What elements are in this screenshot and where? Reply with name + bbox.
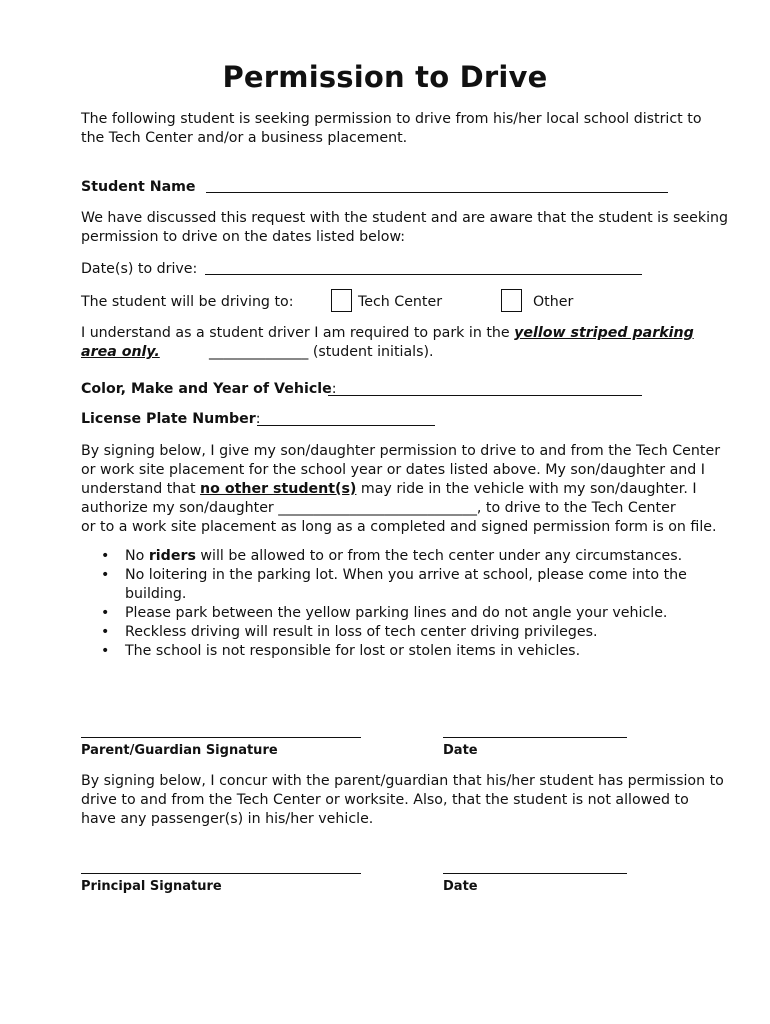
discussed-line-1: We have discussed this request with the student and are aware that the student is seeking: [81, 210, 729, 226]
parent-signature-label: Parent/Guardian Signature: [81, 743, 278, 758]
vehicle-field[interactable]: [328, 395, 642, 396]
parking-line-1: [81, 324, 694, 343]
other-option-label: Other: [533, 294, 574, 310]
rule-1-prefix: No: [125, 548, 149, 564]
parking-text: I understand as a student driver I am required to park in the: [81, 325, 515, 341]
plate-label: License Plate Number: [81, 411, 256, 427]
plate-colon: :: [255, 411, 261, 427]
vehicle-label-row: [81, 380, 337, 399]
destination-label: The student will be driving to:: [81, 294, 294, 310]
concur-line-3: have any passenger(s) in his/her vehicle.: [81, 811, 374, 827]
student-name-field[interactable]: [206, 192, 668, 193]
other-checkbox[interactable]: [501, 289, 522, 312]
consent-line-4: [81, 499, 676, 518]
parent-date-label: Date: [443, 743, 478, 758]
bullet: •: [101, 605, 110, 621]
rule-4: Reckless driving will result in loss of tech center driving privileges.: [125, 624, 598, 640]
concur-line-2: drive to and from the Tech Center or worksite. Also, that the student is not allowed to: [81, 792, 689, 808]
principal-signature-label: Principal Signature: [81, 879, 222, 894]
initials-blank[interactable]: ______________: [209, 344, 309, 360]
page-title: Permission to Drive: [222, 60, 548, 94]
dates-field[interactable]: [205, 274, 642, 275]
consent-line-5: or to a work site placement as long as a completed and signed permission form is on file.: [81, 519, 717, 535]
bullet: •: [101, 624, 110, 640]
initials-line: [209, 343, 434, 362]
dates-label: Date(s) to drive:: [81, 261, 198, 277]
rule-2-line-2: building.: [125, 586, 187, 602]
rules-list: [81, 547, 701, 661]
concur-line-1: By signing below, I concur with the parent/guardian that his/her student has permission to: [81, 773, 724, 789]
bullet: •: [101, 643, 110, 659]
consent-line-2: or work site placement for the school year or dates listed above. My son/daughter and I: [81, 462, 705, 478]
intro-line-2: the Tech Center and/or a business placement.: [81, 130, 408, 146]
vehicle-colon: :: [331, 381, 337, 397]
rule-2-line-1: No loitering in the parking lot. When you arrive at school, please come into the: [125, 567, 687, 583]
list-item: [81, 623, 701, 642]
bullet: •: [101, 548, 110, 564]
initials-suffix: (student initials).: [308, 344, 434, 360]
consent-line-4-suffix: , to drive to the Tech Center: [476, 500, 676, 516]
tech-center-checkbox[interactable]: [331, 289, 352, 312]
parent-signature-field[interactable]: [81, 737, 361, 738]
rule-1-suffix: will be allowed to or from the tech center under any circumstances.: [195, 548, 683, 564]
parking-emphasis-2: area only.: [81, 344, 160, 360]
consent-line-3-suffix: may ride in the vehicle with my son/daughter. I: [356, 481, 697, 497]
student-name-label: Student Name: [81, 179, 196, 195]
consent-line-3: [81, 480, 697, 499]
no-other-students-emphasis: no other student(s): [200, 481, 357, 497]
parent-date-field[interactable]: [443, 737, 627, 738]
list-item: [81, 547, 701, 566]
consent-line-1: By signing below, I give my son/daughter permission to drive to and from the Tech Center: [81, 443, 721, 459]
vehicle-label: Color, Make and Year of Vehicle: [81, 381, 332, 397]
rule-5: The school is not responsible for lost or stolen items in vehicles.: [125, 643, 581, 659]
consent-line-4-prefix: authorize my son/daughter: [81, 500, 279, 516]
principal-date-field[interactable]: [443, 873, 627, 874]
discussed-line-2: permission to drive on the dates listed below:: [81, 229, 406, 245]
list-item: [81, 566, 701, 604]
principal-signature-field[interactable]: [81, 873, 361, 874]
principal-date-label: Date: [443, 879, 478, 894]
parking-line-2: [81, 343, 160, 362]
list-item: [81, 604, 701, 623]
tech-center-option-label: Tech Center: [358, 294, 443, 310]
plate-field[interactable]: [257, 425, 435, 426]
parking-emphasis-1: yellow striped parking: [514, 325, 694, 341]
plate-label-row: [81, 410, 261, 429]
consent-line-3-prefix: understand that: [81, 481, 201, 497]
rule-3: Please park between the yellow parking lines and do not angle your vehicle.: [125, 605, 668, 621]
son-daughter-name-blank[interactable]: ____________________________: [278, 500, 477, 516]
bullet: •: [101, 567, 110, 583]
list-item: [81, 642, 701, 661]
intro-line-1: The following student is seeking permission to drive from his/her local school district to: [81, 111, 702, 127]
rule-1-bold: riders: [148, 548, 196, 564]
